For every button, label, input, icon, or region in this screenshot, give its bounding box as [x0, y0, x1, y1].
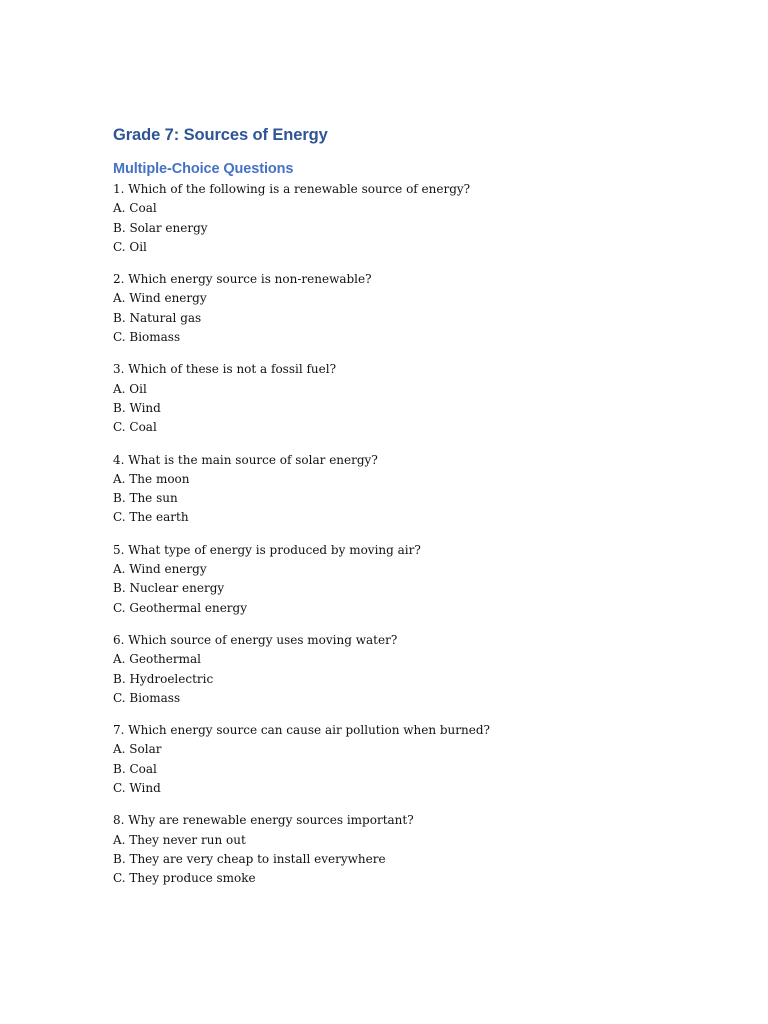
- question-text: 8. Why are renewable energy sources important?: [113, 813, 414, 828]
- question-4: [113, 451, 768, 528]
- option-a: A. Geothermal: [113, 652, 201, 667]
- option-a: A. The moon: [113, 471, 190, 486]
- question-text: 6. Which source of energy uses moving water?: [113, 632, 398, 647]
- option-a: A. They never run out: [113, 832, 246, 847]
- question-text: 3. Which of these is not a fossil fuel?: [113, 362, 337, 377]
- question-6: [113, 631, 768, 708]
- question-text: 2. Which energy source is non-renewable?: [113, 272, 372, 287]
- question-list: [113, 180, 768, 889]
- option-c: C. Biomass: [113, 690, 181, 705]
- option-c: C. Wind: [113, 781, 161, 796]
- question-text: 1. Which of the following is a renewable source of energy?: [113, 182, 471, 196]
- question-text: 5. What type of energy is produced by moving air?: [113, 542, 421, 557]
- document-title: Grade 7: Sources of Energy: [113, 126, 328, 144]
- question-2: [113, 270, 768, 347]
- question-3: [113, 360, 768, 437]
- option-c: C. Oil: [113, 239, 147, 254]
- option-a: A. Oil: [113, 381, 147, 396]
- option-b: B. Natural gas: [113, 310, 202, 325]
- option-c: C. The earth: [113, 510, 189, 525]
- question-text: 4. What is the main source of solar energy?: [113, 452, 378, 467]
- option-a: A. Coal: [113, 201, 157, 216]
- section-heading: Multiple-Choice Questions: [113, 161, 294, 177]
- option-b: B. Hydroelectric: [113, 671, 214, 686]
- option-c: C. They produce smoke: [113, 871, 256, 886]
- option-b: B. Coal: [113, 761, 157, 776]
- option-a: A. Wind energy: [113, 291, 207, 306]
- question-7: [113, 721, 768, 798]
- option-b: B. Wind: [113, 400, 161, 415]
- option-c: C. Geothermal energy: [113, 600, 247, 615]
- question-8: [113, 811, 768, 888]
- option-b: B. They are very cheap to install everywhere: [113, 851, 386, 866]
- option-c: C. Biomass: [113, 330, 181, 345]
- option-b: B. The sun: [113, 491, 178, 506]
- option-b: B. Solar energy: [113, 220, 208, 235]
- option-c: C. Coal: [113, 420, 157, 435]
- question-5: [113, 541, 768, 618]
- question-1: [113, 180, 768, 257]
- option-a: A. Solar: [113, 742, 162, 757]
- option-a: A. Wind energy: [113, 562, 207, 577]
- question-text: 7. Which energy source can cause air pollution when burned?: [113, 723, 490, 738]
- option-b: B. Nuclear energy: [113, 581, 225, 596]
